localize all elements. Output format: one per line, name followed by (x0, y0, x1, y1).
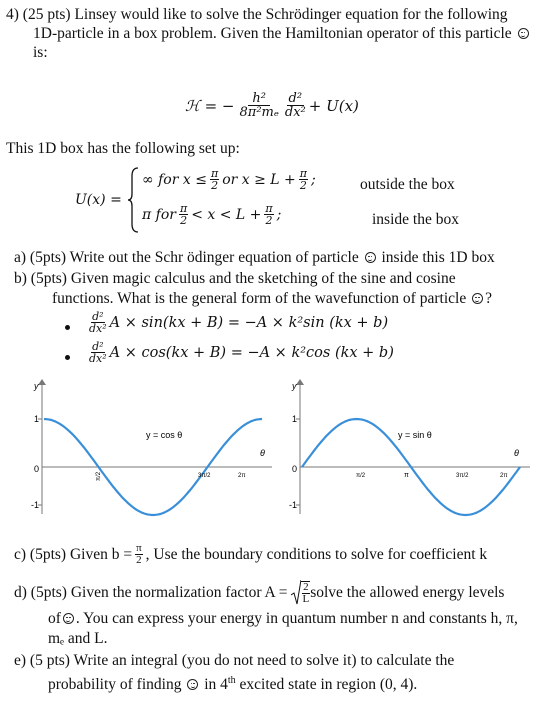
hamiltonian-equation (185, 92, 359, 119)
x-tick-2pi: 2π (238, 473, 246, 479)
graph-label-cos: y = cos θ (146, 430, 183, 440)
sine-graph (286, 377, 536, 517)
part-d (14, 580, 504, 606)
cosine-graph (28, 377, 278, 517)
question-header-text: 4) (25 pts) Linsey would like to solve the Schr (6, 6, 294, 23)
x-tick-pi2: π/2 (96, 471, 102, 481)
x-axis-label: θ (514, 448, 519, 458)
frac-num-c: π (179, 202, 188, 215)
setup-text: This 1D box has the following set up: (6, 140, 240, 157)
part-c (14, 543, 487, 566)
y-axis-arrow (296, 379, 304, 385)
smiley-particle-icon (518, 28, 529, 39)
frac-pi-2c (179, 203, 188, 226)
part-e-text-c: excited state in region (0, 4). (235, 676, 418, 694)
frac-num-b: π (299, 167, 307, 180)
sqrt-sign (291, 580, 301, 606)
bullet-marker (65, 355, 70, 360)
part-d-text: d) (5pts) Given the normalization factor A = (14, 584, 288, 601)
part-b-line2 (52, 290, 492, 308)
y-axis-label: y (292, 381, 297, 391)
potential-row-outside (142, 168, 316, 191)
part-c-end: , Use the boundary conditions to solve for coefficient k (145, 545, 488, 563)
y-tick-neg1: -1 (289, 500, 298, 510)
frac-den-e: 2 (136, 554, 142, 566)
derivative-den-2: dx² (89, 352, 107, 365)
sqrt-frac (301, 581, 310, 605)
hamiltonian-frac (239, 92, 280, 119)
bullet-sin (88, 311, 388, 334)
question-line-2-text: 1D-particle in a box problem. Given the Hamiltonian operator of this particle (33, 25, 512, 42)
inside-note: inside the box (372, 211, 459, 228)
sqrt-den: L (302, 593, 310, 605)
part-d-line3: mₑ and L. (48, 630, 108, 647)
y-tick-1: 1 (34, 414, 40, 424)
frac-num-d: π (265, 202, 273, 215)
derivative-operator (88, 341, 108, 364)
outside-note: outside the box (360, 176, 455, 193)
part-a-text: a) (5pts) Write out the Schr ödinger equation of particle (14, 249, 359, 266)
smiley-particle-icon (365, 252, 376, 263)
y-tick-1: 1 (292, 414, 298, 424)
frac-den-b: 2 (299, 179, 307, 192)
potential-row-inside (142, 203, 281, 226)
derivative-den: dx² (89, 322, 107, 335)
smiley-particle-icon (187, 679, 198, 690)
potential-row2-b: < x < L + (191, 206, 262, 223)
frac-pi-2b (299, 168, 308, 191)
potential-row1-b: or x ≥ L + (222, 171, 296, 188)
part-b-line1: b) (5pts) Given magic calculus and the sketching of the sine and cosine (14, 270, 456, 287)
frac-den: 2 (211, 179, 219, 192)
potential-row1-text: ∞ for x ≤ (142, 171, 207, 188)
y-tick-neg1: -1 (31, 500, 40, 510)
bullet-marker (65, 325, 70, 330)
frac-pi-2d (264, 203, 273, 226)
frac-num: π (210, 167, 219, 180)
sqrt-num: 2 (303, 581, 309, 593)
hamiltonian-rhs: + U(x) (308, 96, 359, 115)
hamiltonian-op-num: d² (288, 91, 303, 106)
frac-pi-2-c (135, 543, 143, 566)
smiley-particle-icon (63, 613, 74, 624)
frac-pi-2 (210, 168, 219, 191)
sqrt-2-over-L (291, 580, 310, 606)
frac-num-e: π (136, 542, 142, 554)
question-line-3: is: (33, 44, 48, 61)
y-axis-label: y (34, 381, 39, 391)
part-d-line2-start: of (48, 610, 61, 627)
part-e-line1: e) (5 pts) Write an integral (you do not need to solve it) to calculate the (14, 652, 455, 669)
potential-lhs: U(x) = (75, 192, 122, 208)
x-tick-pi2: π/2 (356, 473, 366, 479)
potential-row2-end: ; (276, 206, 282, 223)
x-tick-3pi2: 3π/2 (198, 473, 211, 479)
part-e-text-b: in 4 (200, 676, 228, 694)
part-c-text: c) (5pts) Given b = (14, 545, 133, 563)
part-b-line2-end: ? (485, 290, 492, 307)
part-a-end: inside this 1D box (381, 249, 495, 266)
hamiltonian-den: 8π²mₑ (239, 105, 279, 120)
x-tick-3pi2: 3π/2 (456, 473, 469, 479)
smiley-particle-icon (472, 293, 483, 304)
bullet-cos (88, 341, 394, 364)
part-b-line2-text: functions. What is the general form of the wavefunction of particle (52, 290, 467, 307)
part-d-end: solve the allowed energy levels (310, 584, 505, 601)
frac-den-d: 2 (265, 214, 273, 227)
potential-row2-text: π for (142, 206, 176, 223)
derivative-num: d² (92, 310, 104, 323)
bullet-sin-expr: A × sin(kx + B) = −A × k²sin (kx + b) (109, 314, 389, 331)
hamiltonian-op-den: dx² (284, 105, 306, 120)
question-header-text-2: ödinger equation for the following (294, 6, 508, 23)
potential-row1-end: ; (311, 171, 316, 188)
derivative-operator (88, 311, 108, 334)
hamiltonian-num: h² (248, 92, 270, 106)
hamiltonian-lhs: ℋ = − (185, 96, 235, 115)
x-tick-pi: π (404, 472, 409, 479)
superscript-th: th (227, 675, 236, 686)
y-tick-0: 0 (292, 464, 298, 474)
part-d-line2-text: . You can express your energy in quantum number n and constants h, π, (75, 610, 518, 627)
question-header (6, 6, 508, 24)
y-tick-0: 0 (34, 464, 40, 474)
part-e-text-a: probability of finding (48, 676, 182, 694)
derivative-num-2: d² (92, 340, 104, 353)
question-line-2 (33, 25, 531, 43)
x-tick-2pi: 2π (500, 473, 508, 479)
x-axis-label: θ (260, 448, 265, 458)
y-axis-arrow (38, 379, 46, 385)
hamiltonian-op (284, 92, 307, 119)
potential-brace (128, 166, 140, 234)
part-a (14, 249, 495, 267)
part-d-line2 (48, 610, 518, 628)
bullet-cos-expr: A × cos(kx + B) = −A × k²cos (kx + b) (109, 344, 394, 361)
part-e-line2 (48, 672, 417, 694)
frac-den-c: 2 (180, 214, 188, 227)
graph-label-sin: y = sin θ (398, 430, 432, 440)
